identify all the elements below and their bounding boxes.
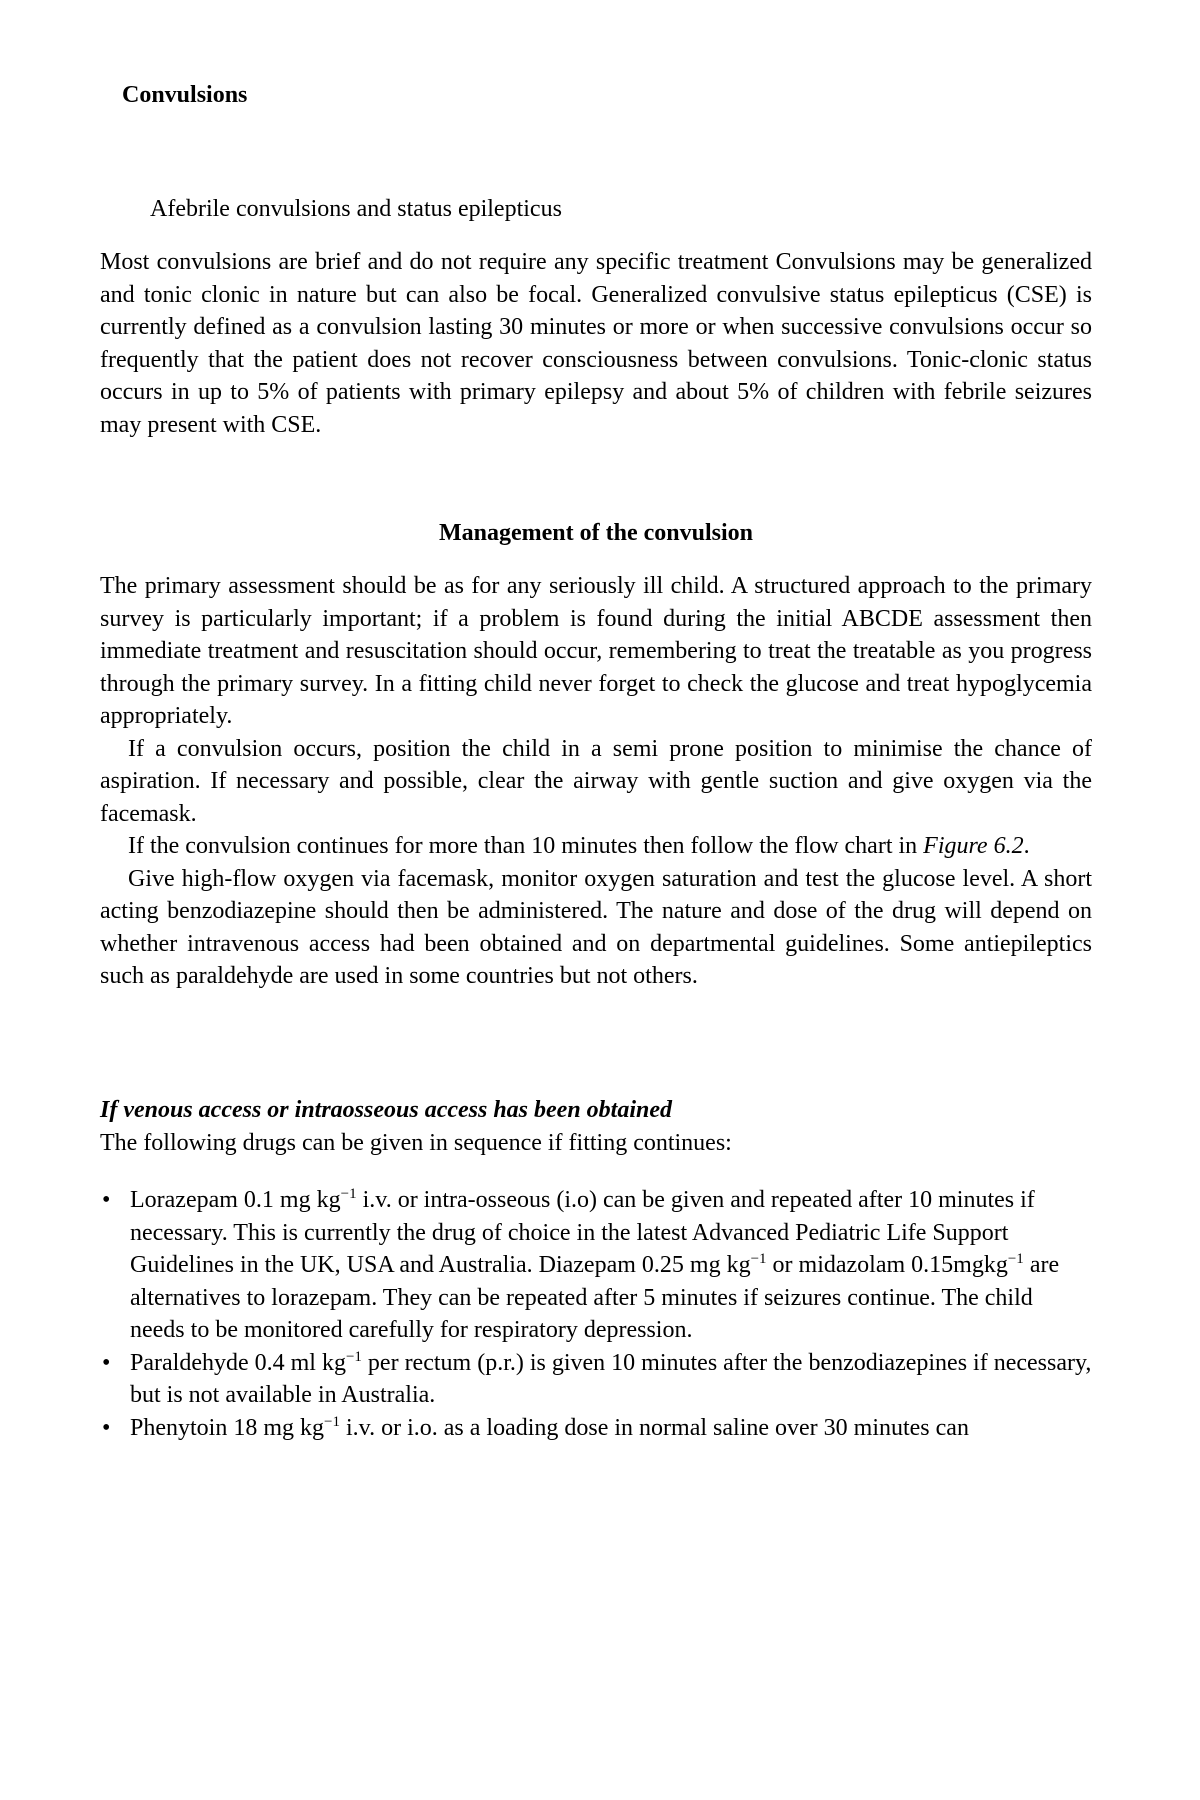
intro-paragraph: Most convulsions are brief and do not require any specific treatment Convulsions may be generalized and tonic clonic in nature but can also be focal. Generalized convulsive status epilepticus (CSE) is currently defined as a convulsion lasting 30 minutes or more or when successive convulsions occur so frequently that the patient does not recover consciousness between convulsions. Tonic-clonic status occurs in up to 5% of patients with primary epilepsy and about 5% of children with febrile seizures may present with CSE. <box>100 249 1092 438</box>
superscript: −1 <box>324 1413 340 1430</box>
list-item-lorazepam <box>100 1184 1092 1347</box>
management-paragraph-3 <box>100 830 1092 863</box>
lorazepam-text-1: Lorazepam 0.1 mg kg <box>130 1187 341 1213</box>
paragraph-3-end: . <box>1023 833 1030 859</box>
bullet-icon: • <box>102 1414 111 1441</box>
lorazepam-text-3: or midazolam 0.15mgkg <box>766 1252 1008 1278</box>
venous-access-heading: If venous access or intraosseous access has been obtained <box>100 1097 673 1123</box>
paraldehyde-text-2: per rectum (p.r.) is given 10 minutes after the benzodiazepines if necessary, but is not available in Australia. <box>130 1349 1092 1408</box>
paraldehyde-text-1: Paraldehyde 0.4 ml kg <box>130 1349 346 1376</box>
subheading: Afebrile convulsions and status epilepticus <box>150 196 562 222</box>
lorazepam-text-2: i.v. or intra-osseous (i.o) can be given and repeated after 10 minutes if necessary. This is currently the drug of choice in the latest Advanced Pediatric Life Support Guidelines in the UK, USA and Australia. Diazepam 0.25 mg kg <box>130 1187 1035 1278</box>
list-item-paraldehyde <box>100 1347 1092 1412</box>
venous-access-section <box>100 1094 1092 1159</box>
superscript: −1 <box>750 1251 767 1267</box>
superscript: −1 <box>345 1348 362 1365</box>
phenytoin-text-2: i.v. or i.o. as a loading dose in normal saline over 30 minutes can <box>339 1414 969 1441</box>
superscript: −1 <box>340 1186 357 1202</box>
management-paragraph-1: The primary assessment should be as for any seriously ill child. A structured approach to the primary survey is particularly important; if a problem is found during the initial ABCDE assessment then immediate treatment and resuscitation should occur, remembering to treat the treatable as you progress through the primary survey. In a fitting child never forget to check the glucose and treat hypoglycemia appropriately. <box>100 573 1092 729</box>
management-heading: Management of the convulsion <box>439 520 753 546</box>
management-paragraph-2: If a convulsion occurs, position the child in a semi prone position to minimise the chance of aspiration. If necessary and possible, clear the airway with gentle suction and give oxygen via the facemask. <box>100 735 1092 827</box>
list-item-phenytoin <box>100 1412 1092 1445</box>
venous-access-intro: The following drugs can be given in sequence if fitting continues: <box>100 1129 732 1156</box>
paragraph-3-text: If the convulsion continues for more than 10 minutes then follow the flow chart in <box>128 833 924 859</box>
document-title: Convulsions <box>122 82 248 108</box>
lorazepam-text-4: are alternatives to lorazepam. They can be repeated after 5 minutes if seizures continue. The child needs to be monitored carefully for respiratory depression. <box>130 1252 1060 1343</box>
drug-list <box>100 1184 1092 1444</box>
superscript: −1 <box>1007 1251 1024 1267</box>
bullet-icon: • <box>102 1187 111 1213</box>
management-paragraph-4: Give high-flow oxygen via facemask, monitor oxygen saturation and test the glucose level. A short acting benzodiazepine should then be administered. The nature and dose of the drug will depend on whether intravenous access had been obtained and on departmental guidelines. Some antiepileptics such as paraldehyde are used in some countries but not others. <box>100 865 1092 989</box>
bullet-icon: • <box>102 1349 111 1376</box>
management-section <box>100 570 1092 993</box>
figure-reference: Figure 6.2 <box>923 833 1024 859</box>
phenytoin-text-1: Phenytoin 18 mg kg <box>130 1414 325 1441</box>
